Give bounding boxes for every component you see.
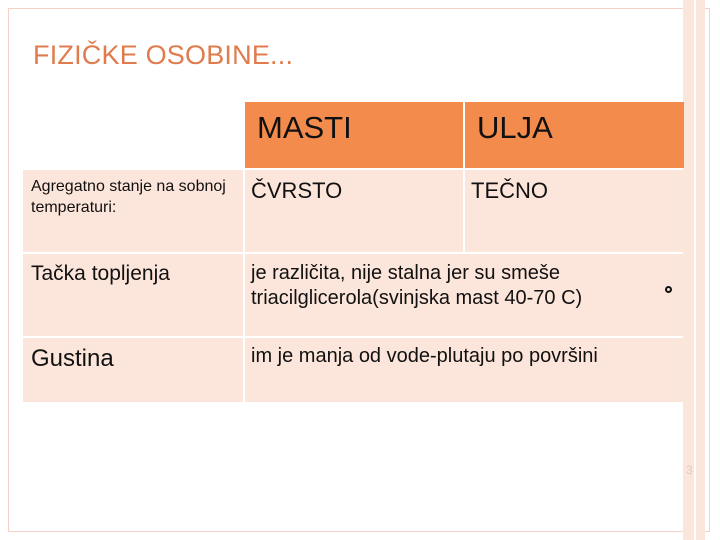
cell-ulja-state [465, 170, 684, 252]
row-label-gustina [23, 338, 243, 402]
decorative-side-line [694, 0, 696, 540]
cell-tacka-merged-text: je različita, nije stalna jer su smeše triacilglicerola(svinjska mast 40-70 C) [251, 262, 583, 309]
row-label-tacka-text: Tačka topljenja [31, 262, 170, 285]
header-masti [245, 102, 463, 168]
properties-table [23, 102, 684, 402]
slide-number: 3 [686, 463, 693, 477]
cell-gustina-merged [245, 338, 684, 402]
cell-gustina-merged-text: im je manja od vode-plutaju po površini [251, 345, 598, 367]
slide-title: FIZIČKE OSOBINE... [33, 40, 294, 70]
row-label-gustina-text: Gustina [31, 345, 114, 372]
degree-symbol [665, 286, 672, 293]
header-masti-label: MASTI [257, 110, 352, 145]
table-corner-cell [23, 102, 243, 168]
header-ulja-label: ULJA [477, 110, 553, 145]
header-ulja [465, 102, 684, 168]
cell-masti-state-text: ČVRSTO [251, 178, 343, 203]
cell-masti-state [245, 170, 463, 252]
cell-tacka-merged [245, 254, 684, 336]
row-label-agregatno [23, 170, 243, 252]
row-label-agregatno-text: Agregatno stanje na sobnoj temperaturi: [31, 178, 226, 216]
row-label-tacka [23, 254, 243, 336]
cell-ulja-state-text: TEČNO [471, 178, 548, 203]
